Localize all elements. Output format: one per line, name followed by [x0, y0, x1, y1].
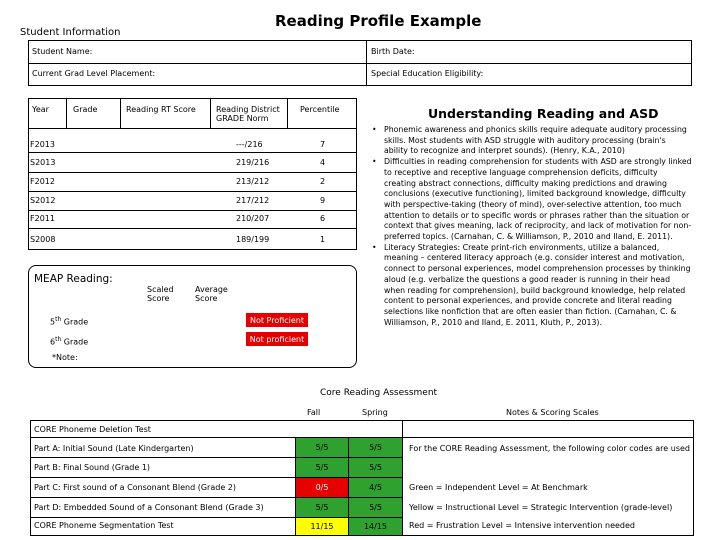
col-rt-score: Reading RT Score: [126, 105, 196, 114]
list-item: • Difficulties in reading comprehension for students with ASD are strongly linked to receptive and receptive language comprehension deficits, difficulty creating abstract connections, difficulty making predictions and drawing conclusions (executive functioning), limited background knowledge, difficulty with perspective-taking (theory of mind), over-selective attention, too much attention to details or to specific words or phrases rather than the situation or context that gives meaning, lack of reciprocity, and lack of motivation for non-preferred topics. (Carnahan, C. & Williamson, P., 2010 and Iland, E. 2011).: [370, 157, 692, 243]
notes-yellow: Yellow = Instructional Level = Strategic Intervention (grade-level): [409, 503, 673, 512]
list-item: • Phonemic awareness and phonics skills require adequate auditory processing skills. Most students with ASD struggle with auditory processing (brain's ability to recognize and interpret sounds). (Henry, K.A., 2010): [370, 125, 692, 157]
notes-green: Green = Independent Level = At Benchmark: [409, 483, 588, 492]
grade6-label: 6th Grade: [50, 336, 89, 347]
scaled-score-header: Scaled Score: [147, 285, 174, 303]
fall-header: Fall: [307, 408, 321, 417]
spring-header: Spring: [362, 408, 388, 417]
meap-title: MEAP Reading:: [34, 273, 113, 285]
col-district-norm: Reading District GRADE Norm: [216, 105, 280, 123]
page-title: Reading Profile Example: [275, 12, 482, 30]
birth-date-label: Birth Date:: [371, 47, 415, 56]
student-info-heading: Student Information: [20, 27, 121, 38]
grade-placement-label: Current Grad Level Placement:: [32, 69, 156, 78]
notes-red: Red = Frustration Level = Intensive intervention needed: [409, 521, 636, 530]
sped-eligibility-label: Special Education Eligibility:: [371, 69, 484, 78]
understanding-title: Understanding Reading and ASD: [428, 106, 659, 121]
col-year: Year: [32, 105, 49, 114]
phoneme-deletion-heading: CORE Phoneme Deletion Test: [34, 425, 151, 434]
grade5-label: 5th Grade: [50, 316, 89, 327]
student-name-label: Student Name:: [32, 47, 93, 56]
col-percentile: Percentile: [300, 105, 340, 114]
meap-note: *Note:: [52, 353, 78, 362]
list-item: • Literacy Strategies: Create print-rich environments, utilize a balanced, meaning – centered literacy approach (e.g. consider interest and motivation, connect to personal experiences, model comprehension processes by thinking aloud (e.g. verbalize the questions a good reader is running in their head when reading for comprehension), build background knowledge, help related content to personal experiences, and provide concrete and literal reading selections like nonfiction that are often easier than fiction. (Carnahan, C. & Williamson, P., 2010 and Iland, E. 2011, Kluth, P., 2013).: [370, 243, 692, 329]
notes-intro: For the CORE Reading Assessment, the following color codes are used: [409, 444, 690, 453]
notes-header: Notes & Scoring Scales: [506, 408, 599, 417]
core-title: Core Reading Assessment: [320, 388, 438, 398]
average-score-header: Average Score: [195, 285, 228, 303]
meap-5th-status: Not Proficient: [246, 313, 308, 327]
meap-6th-status: Not proficient: [246, 332, 308, 346]
understanding-list: [370, 125, 692, 328]
col-grade: Grade: [73, 105, 98, 114]
